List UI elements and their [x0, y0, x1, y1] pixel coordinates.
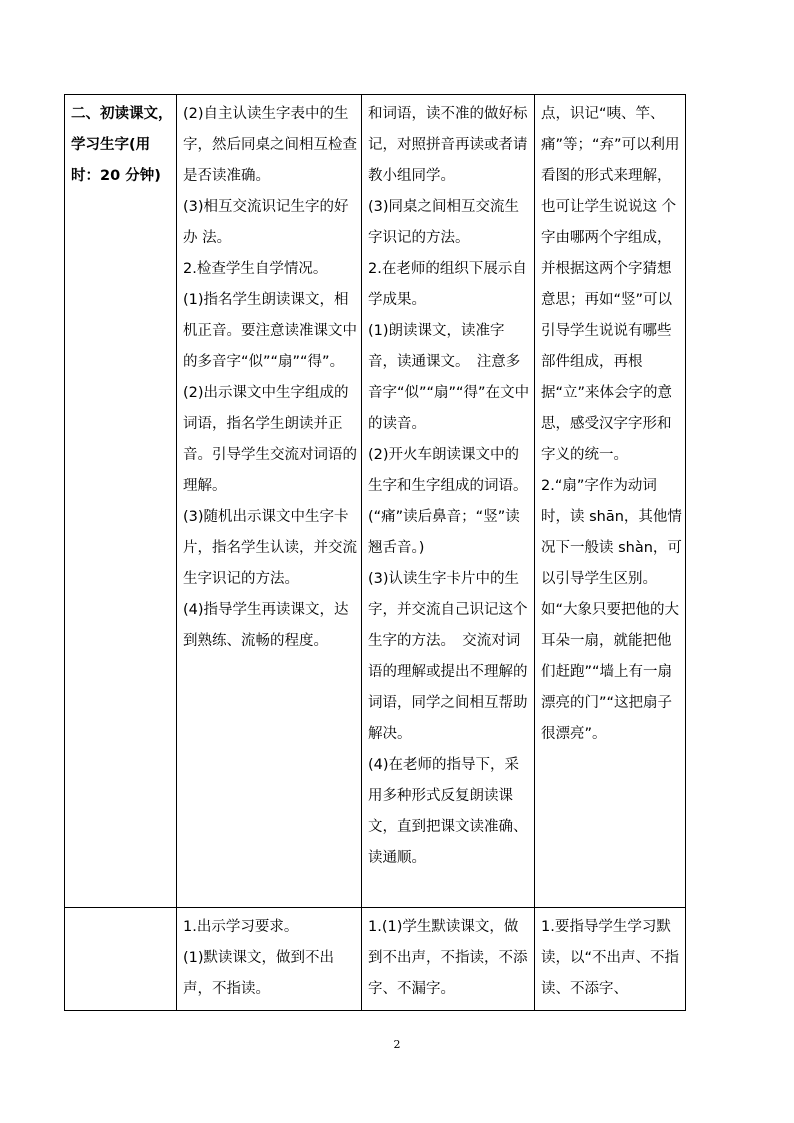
- design-note: 点，识记“咦、竿、痛”等；“弃”可以利用看图的形式来理解，也可让学生说说这 个字由哪两个字组成，并根据这两个字猜想意思；再如“竖”可以引导学生说说有哪些部件组成，再根据“立”来体会字的意思，感受汉字字形和字义的统一。: [541, 106, 680, 463]
- student-step: 1.(1)学生默读课文，做到不出声，不指读，不添字、不漏字。: [368, 919, 528, 997]
- teacher-step: (2)自主认读生字表中的生字，然后同桌之间相互检查是否读准确。: [183, 106, 357, 184]
- student-activity-cell: [362, 908, 535, 1011]
- stage-title: 二、初读课文，学习生字(用时：20 分钟): [71, 106, 173, 184]
- stage-cell: [65, 95, 177, 908]
- teacher-step: 1.出示学习要求。: [183, 919, 299, 935]
- student-step: (2)开火车朗读课文中的生字和生字组成的词语。: [368, 447, 528, 494]
- student-step: 和词语，读不准的做好标记，对照拼音再读或者请教小组同学。: [368, 106, 528, 184]
- design-note: 1.要指导学生学习默读，以“不出声、不指读、不添字、: [541, 919, 680, 997]
- design-note: 2.“扇”字作为动词时，读 shān，其他情况下一般读 shàn，可以引导学生区别。如“大象只要把他的大耳朵一扇，就能把他们赶跑”“墙上有一扇漂亮的门”“这把扇子很漂亮”。: [541, 478, 682, 742]
- student-step: (4)在老师的指导下，采用多种形式反复朗读课文，直到把课文读准确、读通顺。: [368, 757, 528, 866]
- teacher-step: 2.检查学生自学情况。: [183, 261, 328, 277]
- teacher-step: (1)指名学生朗读课文，相机正音。要注意读准课文中的多音字“似”“扇”“得”。: [183, 292, 357, 370]
- teacher-step: (4)指导学生再读课文，达到熟练、流畅的程度。: [183, 602, 349, 649]
- lesson-plan-table: [64, 94, 686, 1011]
- teacher-activity-cell: [177, 908, 362, 1011]
- design-note-cell: [535, 95, 686, 908]
- teacher-step: (1)默读课文，做到不出声，不指读。: [183, 950, 335, 997]
- page-number: 2: [393, 1038, 401, 1051]
- student-step: 2.在老师的组织下展示自学成果。: [368, 261, 527, 308]
- stage-cell: [65, 908, 177, 1011]
- student-step: (3)同桌之间相互交流生字识记的方法。: [368, 199, 520, 246]
- design-note-cell: [535, 908, 686, 1011]
- teacher-step: (2)出示课文中生字组成的词语，指名学生朗读并正音。引导学生交流对词语的理解。: [183, 385, 357, 494]
- teacher-activity-cell: [177, 95, 362, 908]
- student-step: (“痛”读后鼻音；“竖”读翘舌音。): [368, 509, 520, 556]
- student-step: (1)朗读课文，读准字音，读通课文。 注意多音字“似”“扇”“得”在文中的读音。: [368, 323, 530, 432]
- student-step: (3)认读生字卡片中的生字，并交流自己识记这个生字的方法。 交流对词语的理解或提出不理解的词语，同学之间相互帮助解决。: [368, 571, 528, 742]
- student-activity-cell: [362, 95, 535, 908]
- teacher-step: (3)相互交流识记生字的好办 法。: [183, 199, 349, 246]
- teacher-step: (3)随机出示课文中生字卡片，指名学生认读，并交流生字识记的方法。: [183, 509, 357, 587]
- table-row: [65, 908, 686, 1011]
- table-row: [65, 95, 686, 908]
